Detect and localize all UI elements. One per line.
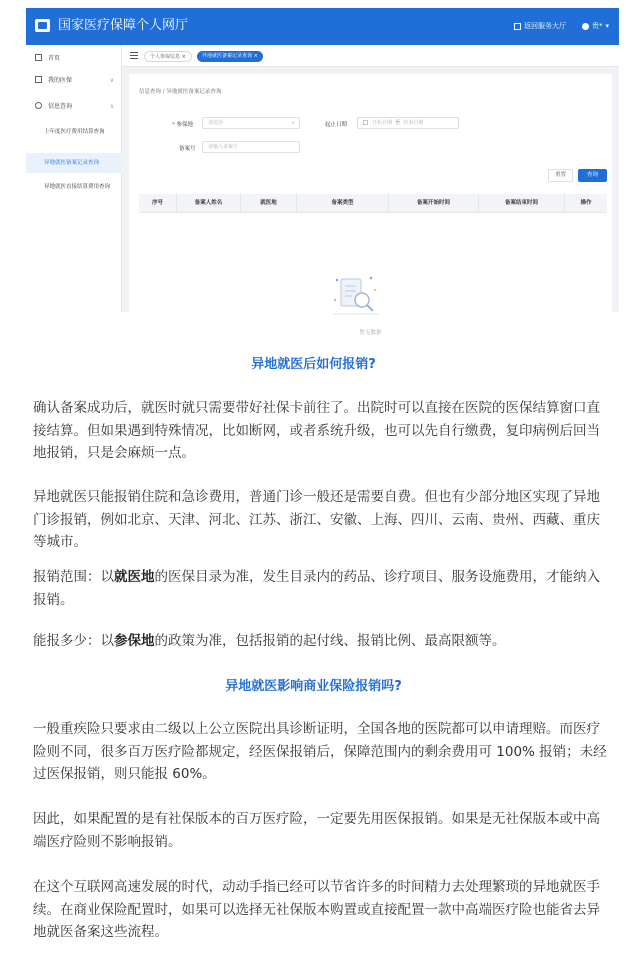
tab-record-query[interactable]: 异地就医备案记录查询 × bbox=[197, 51, 263, 62]
chevron-up-icon: ∧ bbox=[109, 103, 114, 110]
main-content bbox=[122, 45, 619, 336]
logo-icon bbox=[35, 19, 50, 32]
sidebar-subitem-settlement-query[interactable]: 上年度医疗费用结算查询 bbox=[44, 129, 105, 135]
column-header: 备案结束时间 bbox=[479, 194, 565, 213]
column-header: 备案人姓名 bbox=[177, 194, 241, 213]
query-panel bbox=[129, 74, 612, 336]
paragraph-4: 能报多少：以参保地的政策为准，包括报销的起付线、报销比例、最高限额等。 bbox=[33, 633, 506, 649]
insured-place-select[interactable]: 请选择 ∨ bbox=[202, 117, 300, 129]
exit-icon bbox=[514, 23, 521, 30]
empty-data-text: 暂无数据 bbox=[359, 330, 382, 336]
tab-bar bbox=[122, 45, 619, 67]
search-icon bbox=[35, 102, 42, 109]
record-number-label: 备案号 bbox=[179, 146, 196, 152]
column-header: 备案开始时间 bbox=[389, 194, 479, 213]
return-hall-link[interactable]: 返回服务大厅 bbox=[514, 20, 566, 32]
chevron-down-icon: ∨ bbox=[109, 77, 114, 84]
paragraph-1: 确认备案成功后，就医时就只需要带好社保卡前往了。出院时可以直接在医院的医保结算窗口直接结算。但如果遇到特殊情况，比如断网，或者系统升级，也可以先自行缴费，复印病例后回当地报销，只是会麻烦一点。 bbox=[33, 400, 600, 461]
empty-data-icon bbox=[327, 270, 387, 320]
chevron-down-icon: ∨ bbox=[291, 120, 295, 126]
section-heading-commercial-insurance: 异地就医影响商业保险报销吗? bbox=[225, 679, 402, 694]
search-button[interactable]: 查询 bbox=[578, 169, 607, 182]
date-range-label: 起止日期 bbox=[325, 122, 348, 128]
paragraph-5: 一般重疾险只要求由二级以上公立医院出具诊断证明，全国各地的医院都可以申请理赔。而医疗险则不同，很多百万医疗险都规定，经医保报销后，保障范围内的剩余费用可 100% 报销；未经过医保报销，则只能报 60%。 bbox=[33, 721, 607, 782]
top-right-actions bbox=[514, 20, 609, 32]
column-header: 备案类型 bbox=[297, 194, 389, 213]
embedded-screenshot bbox=[26, 8, 619, 336]
menu-icon[interactable] bbox=[130, 52, 138, 59]
app-title: 国家医疗保障个人网厅 bbox=[58, 18, 189, 33]
document-icon bbox=[35, 76, 42, 83]
breadcrumb: 信息查询 / 异地就医备案记录查询 bbox=[139, 89, 222, 95]
paragraph-3: 报销范围：以就医地的医保目录为准，发生目录内的药品、诊疗项目、服务设施费用，才能纳入报销。 bbox=[33, 569, 600, 608]
table-header bbox=[139, 194, 607, 213]
sidebar bbox=[26, 45, 122, 312]
column-header: 操作 bbox=[580, 200, 592, 206]
insured-place-label: * 参保地 bbox=[172, 122, 194, 128]
paragraph-2: 异地就医只能报销住院和急诊费用，普通门诊一般还是需要自费。但也有少部分地区实现了异地门诊报销，例如北京、天津、河北、江苏、浙江、安徽、上海、四川、云南、贵州、西藏、重庆等城市。 bbox=[33, 489, 600, 550]
sidebar-item-info-query[interactable]: 信息查询 ∧ bbox=[26, 97, 122, 117]
tab-personal-info[interactable]: 个人参保信息 × bbox=[144, 51, 192, 62]
sidebar-item-home[interactable]: 首页 bbox=[26, 49, 122, 69]
sidebar-item-my-insurance[interactable]: 我的医保 ∨ bbox=[26, 71, 122, 91]
top-bar bbox=[26, 8, 619, 45]
user-menu[interactable]: 贵* ▾ bbox=[582, 20, 609, 32]
column-header: 序号 bbox=[139, 194, 177, 213]
paragraph-6: 因此，如果配置的是有社保版本的百万医疗险，一定要先用医保报销。如果是无社保版本或中高端医疗险则不影响报销。 bbox=[33, 811, 600, 850]
column-header: 就医地 bbox=[241, 194, 297, 213]
calendar-icon bbox=[363, 120, 368, 125]
sidebar-subitem-record-query[interactable]: 异地就医备案记录查询 bbox=[26, 153, 122, 173]
reset-button[interactable]: 重置 bbox=[548, 169, 573, 182]
sidebar-subitem-direct-settlement-query[interactable]: 异地就医直接结算费用查询 bbox=[44, 184, 111, 190]
user-icon bbox=[582, 23, 589, 30]
record-number-input[interactable]: 请输入备案号 bbox=[202, 141, 300, 153]
section-heading-reimbursement: 异地就医后如何报销? bbox=[251, 357, 376, 372]
date-range-picker[interactable]: 开始日期 至 结束日期 bbox=[357, 117, 459, 129]
paragraph-7: 在这个互联网高速发展的时代，动动手指已经可以节省许多的时间精力去处理繁琐的异地就医手续。在商业保险配置时，如果可以选择无社保版本购置或直接配置一款中高端医疗险也能省去异地就医备案这些流程。 bbox=[33, 879, 600, 940]
home-icon bbox=[35, 54, 42, 61]
